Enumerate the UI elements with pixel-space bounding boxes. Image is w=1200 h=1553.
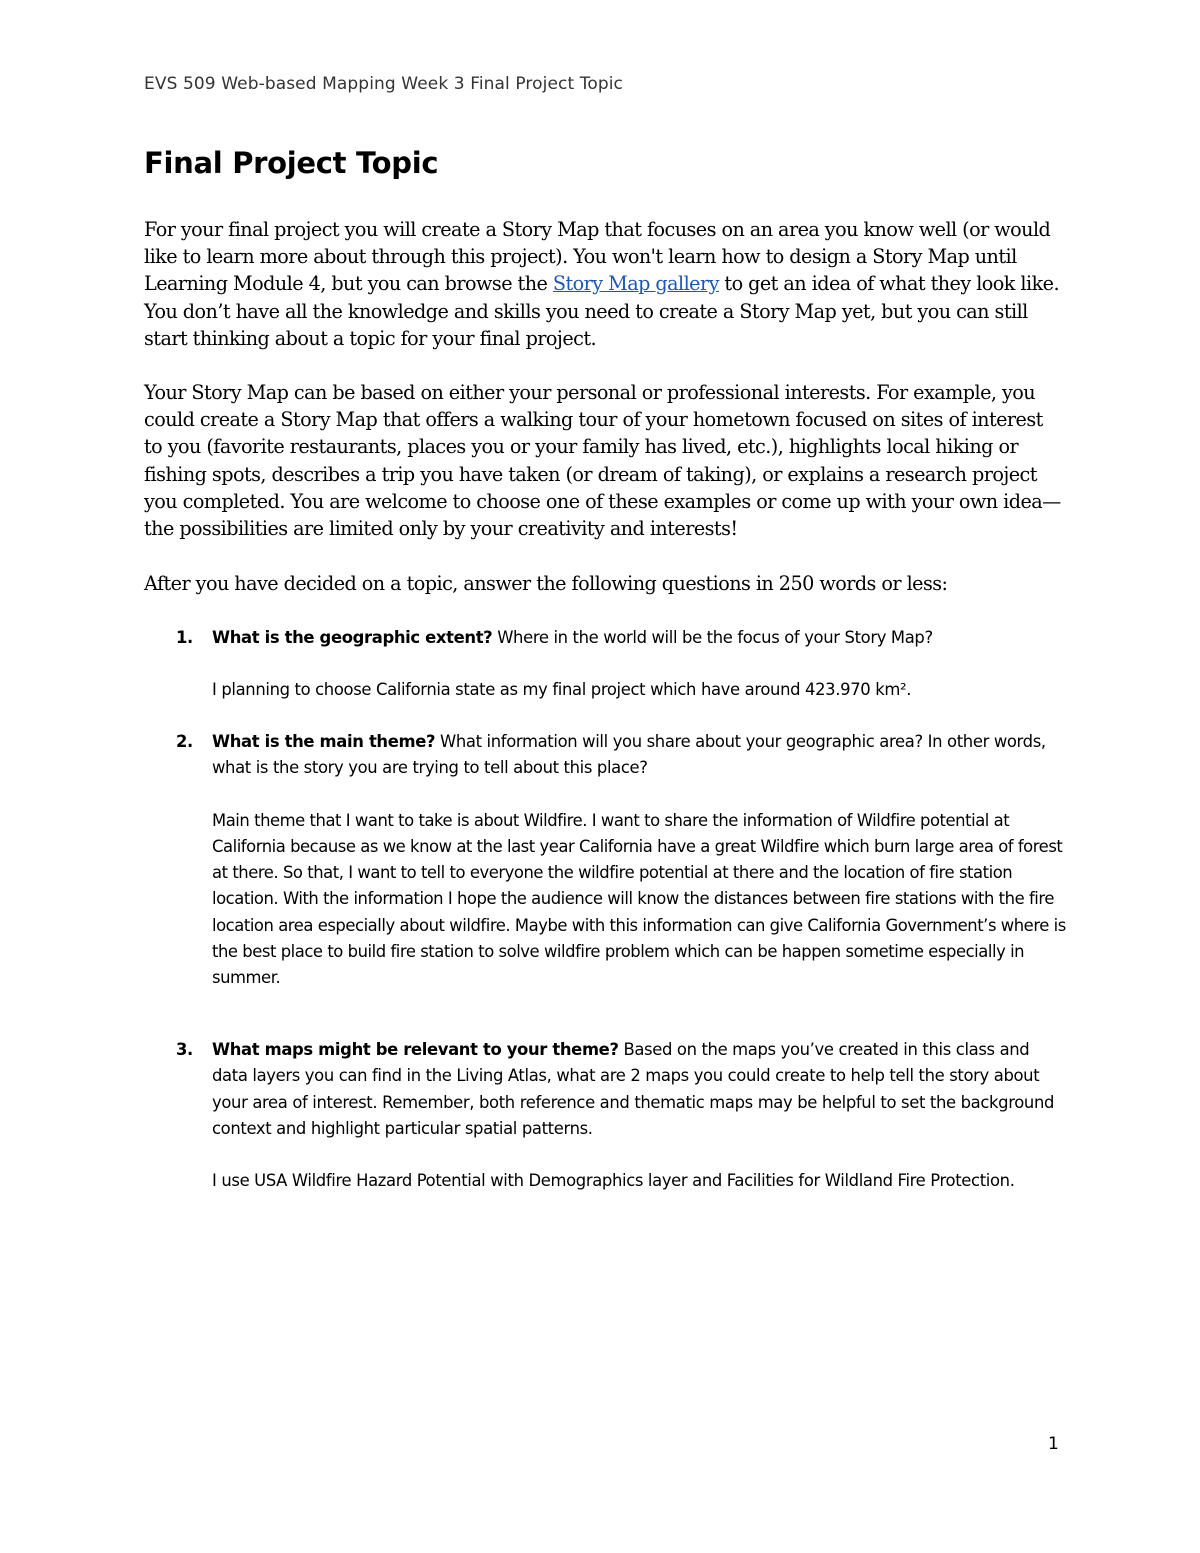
intro-text-before-link: For your final project you will create a Story Map that focuses on an area you know well (or would like to learn more about through this project). You won't learn how to design a Story Map until Learning Module 4, but you can browse the <box>144 218 1051 296</box>
question-description: Based on the maps you’ve created in this class and data layers you can find in the Living Atlas, what are 2 maps you could create to help tell the story about your area of interest. Remember, both reference and thematic maps may be helpful to set the background context and highlight particular spatial patterns. <box>212 1040 1055 1138</box>
intro-paragraph <box>144 216 1064 352</box>
question-2 <box>176 729 1066 992</box>
answer-text: Main theme that I want to take is about Wildfire. I want to share the information of Wildfire potential at California because as we know at the last year California have a great Wildfire which burn large area of forest at there. So that, I want to tell to everyone the wildfire potential at there and the location of fire station location. With the information I hope the audience will know the distances between fire stations with the fire location area especially about wildfire. Maybe with this information can give California Government’s where is the best place to build fire station to solve wildfire problem which can be happen sometime especially in summer. <box>212 810 1066 988</box>
instructions-paragraph: After you have decided on a topic, answer the following questions in 250 words or less: <box>144 572 948 595</box>
question-number: 3. <box>176 1040 193 1059</box>
question-number: 1. <box>176 628 193 647</box>
question-text <box>212 1037 1066 1142</box>
answer-text: I use USA Wildfire Hazard Potential with Demographics layer and Facilities for Wildland Fire Protection. <box>212 1171 1015 1191</box>
question-description: Where in the world will be the focus of your Story Map? <box>492 628 933 647</box>
answer-text: I planning to choose California state as my final project which have around 423.970 km². <box>212 680 912 700</box>
question-title: What maps might be relevant to your theme? <box>212 1040 619 1059</box>
question-1 <box>176 625 1066 704</box>
page-header: EVS 509 Web-based Mapping Week 3 Final Project Topic <box>144 74 623 94</box>
question-title: What is the geographic extent? <box>212 628 493 647</box>
intro-text-after-link: to get an idea of what they look like. You don’t have all the knowledge and skills you need to create a Story Map yet, but you can still start thinking about a topic for your final project. <box>144 272 1060 350</box>
story-map-gallery-link[interactable]: Story Map gallery <box>552 272 719 296</box>
interests-paragraph: Your Story Map can be based on either your personal or professional interests. For example, you could create a Story Map that offers a walking tour of your hometown focused on sites of interest to you (favorite restaurants, places you or your family has lived, etc.), highlights local hiking or fishing spots, describes a trip you have taken (or dream of taking), or explains a research project you completed. You are welcome to choose one of these examples or come up with your own idea—the possibilities are limited only by your creativity and interests! <box>144 381 1061 541</box>
question-description: What information will you share about your geographic area? In other words, what is the story you are trying to tell about this place? <box>212 732 1046 778</box>
question-title: What is the main theme? <box>212 732 436 751</box>
page-number: 1 <box>1048 1434 1059 1454</box>
question-3 <box>176 1037 1066 1194</box>
question-number: 2. <box>176 732 193 751</box>
page-title: Final Project Topic <box>144 146 439 180</box>
question-text <box>212 625 1066 651</box>
question-text <box>212 729 1066 782</box>
